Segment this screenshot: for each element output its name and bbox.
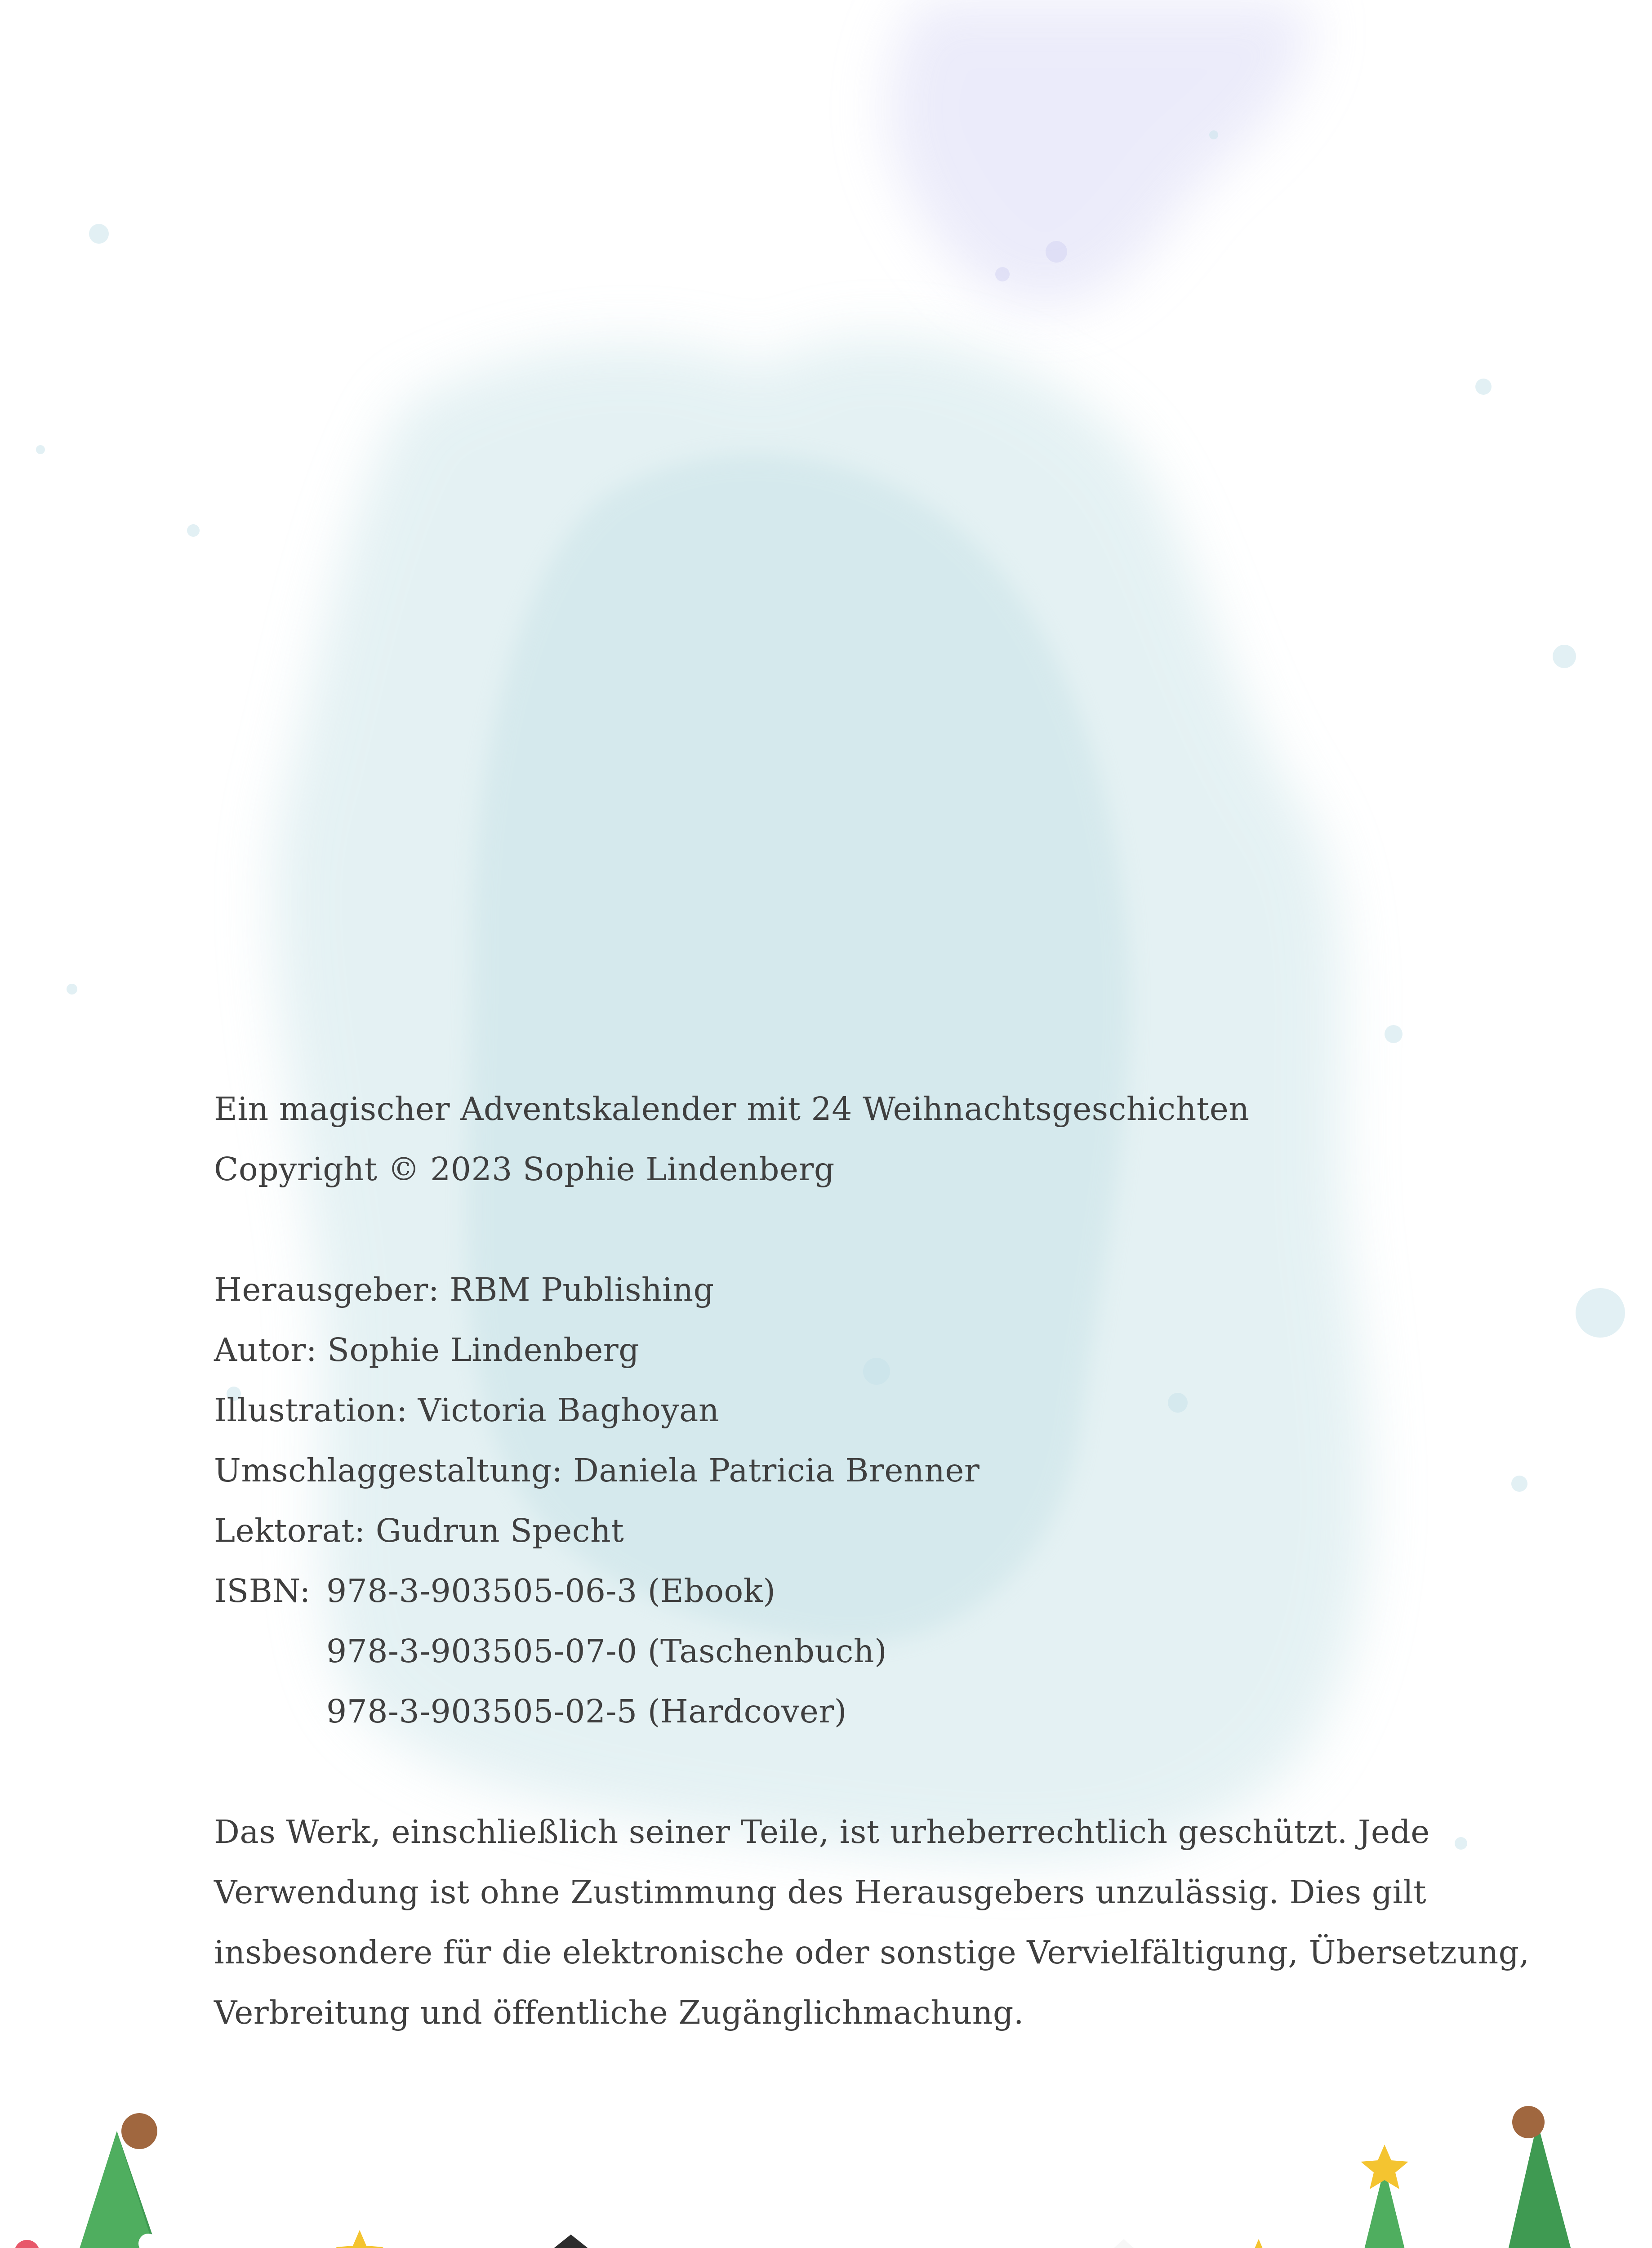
- book-subtitle: Ein magischer Adventskalender mit 24 Weihnachtsgeschichten: [214, 1090, 1250, 1128]
- legal-line: insbesondere für die elektronische oder sonstige Vervielfältigung, Übersetzung,: [214, 1934, 1530, 1971]
- isbn-label: ISBN:: [214, 1572, 311, 1610]
- imprint-content: [214, 1079, 1530, 2043]
- tree-icon: [1196, 2239, 1322, 2248]
- tree-icon: [9, 2113, 234, 2248]
- christmas-village-illustration: [0, 2104, 1652, 2248]
- copyright-notice: Copyright © 2023 Sophie Lindenberg: [214, 1151, 835, 1188]
- house-icon: [1025, 2239, 1223, 2248]
- legal-line: Verwendung ist ohne Zustimmung des Herausgebers unzulässig. Dies gilt: [214, 1873, 1427, 1911]
- publisher-credit: Herausgeber: RBM Publishing: [214, 1271, 714, 1308]
- isbn-ebook: 978-3-903505-06-3 (Ebook): [326, 1572, 776, 1610]
- cover-design-credit: Umschlaggestaltung: Daniela Patricia Brenner: [214, 1452, 980, 1489]
- spacer: [214, 1200, 1473, 1260]
- isbn-paperback: 978-3-903505-07-0 (Taschenbuch): [326, 1632, 887, 1670]
- legal-line: Das Werk, einschließlich seiner Teile, ist urheberrechtlich geschützt. Jede: [214, 1813, 1430, 1851]
- editing-credit: Lektorat: Gudrun Specht: [214, 1512, 624, 1549]
- isbn-hardcover: 978-3-903505-02-5 (Hardcover): [326, 1693, 847, 1730]
- legal-line: Verbreitung und öffentliche Zugänglichmachung.: [214, 1994, 1024, 2031]
- star-tree-icon: [288, 2230, 432, 2248]
- illustration-credit: Illustration: Victoria Baghoyan: [214, 1392, 720, 1429]
- star-tree-icon: [1304, 2145, 1465, 2248]
- isbn-row: [214, 1561, 1473, 1621]
- author-credit: Autor: Sophie Lindenberg: [214, 1331, 640, 1369]
- spacer: [214, 1742, 1473, 1802]
- lavender-splash: [888, 0, 1309, 306]
- tree-icon: [1452, 2106, 1636, 2248]
- legal-notice: [214, 1802, 1530, 2043]
- lamp-post-icon: [548, 2235, 593, 2248]
